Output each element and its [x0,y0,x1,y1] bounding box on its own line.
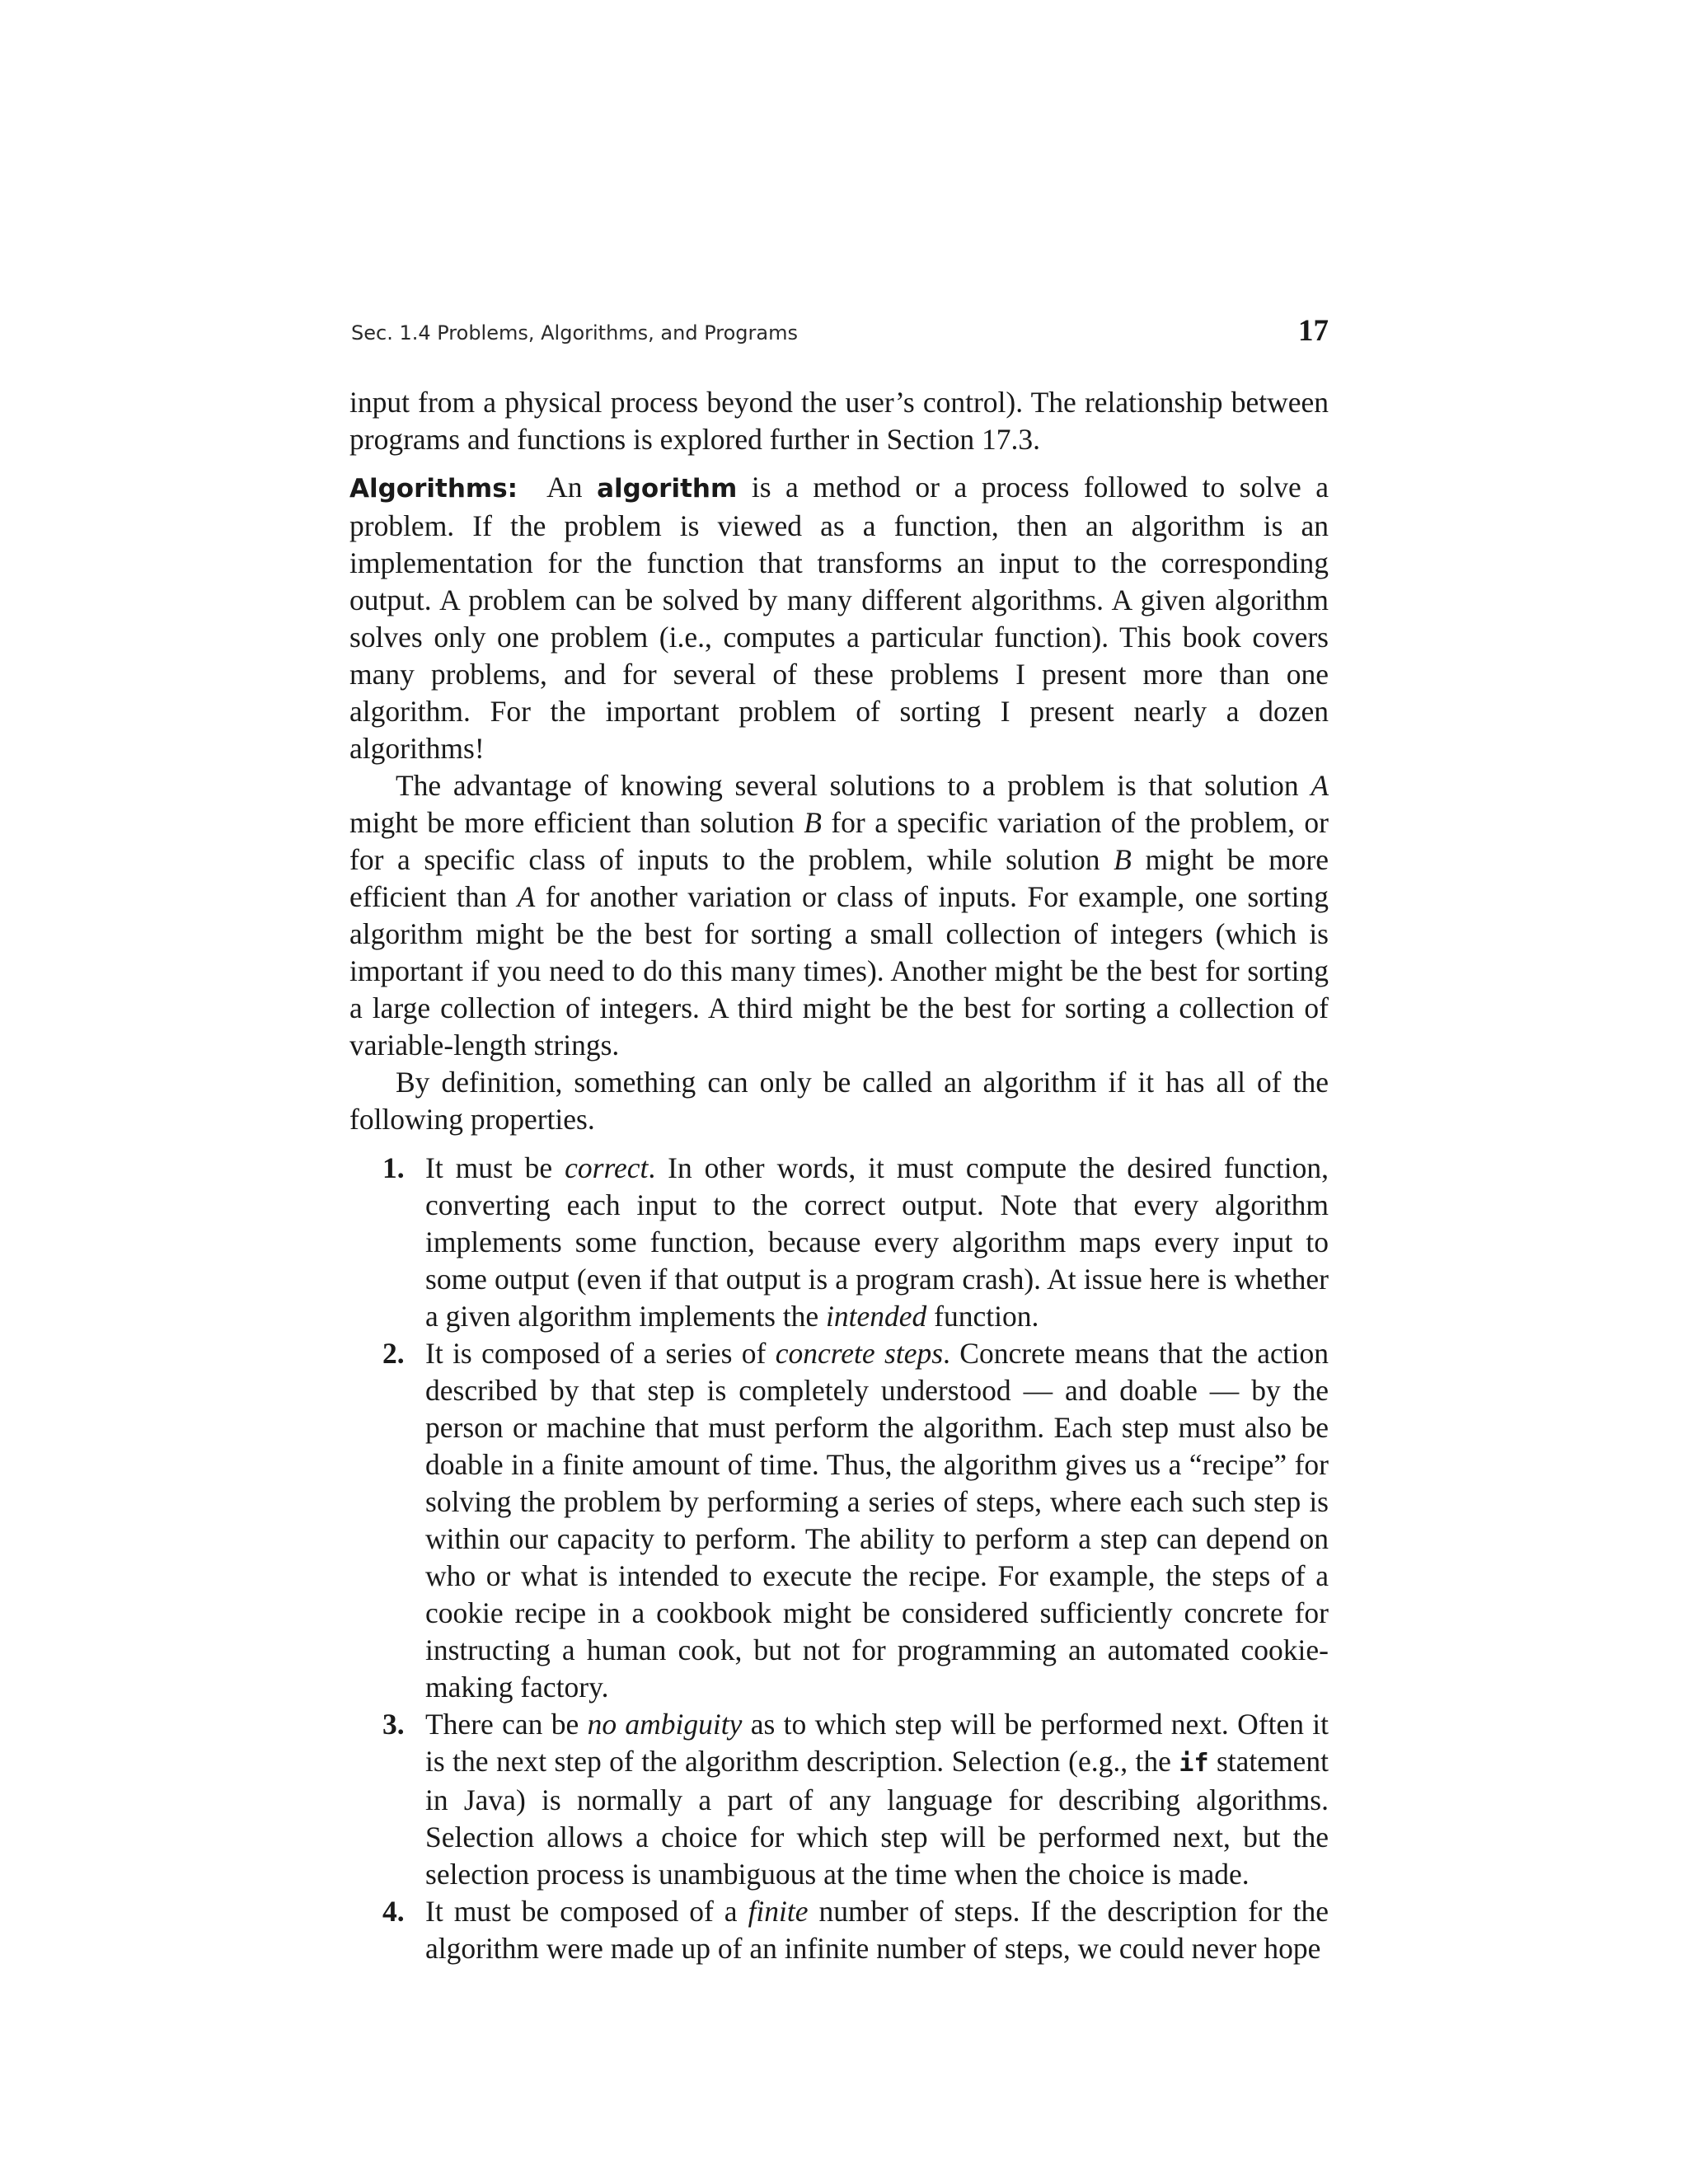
text-fragment: for another variation or class of inputs. For example, one sorting algorithm might be the best for sorting a small collection of integers (which is important if you need to do this many times). Another might be the best for sorting a large collection of integers. A third might be the best for sorting a collection of variable-length strings. [349,880,1329,1062]
running-header [349,313,1329,359]
math-variable: B [804,806,822,839]
list-number: 3. [382,1708,405,1741]
defined-term: algorithm [597,474,738,504]
math-variable: B [1114,843,1132,876]
text-fragment: . In other words, it must compute the desired function, converting each input to the correct output. Note that every algorithm implements some function, because every algorithm maps every input to some output (even if that output is a program crash). At issue here is whether a given algorithm implements the [425,1151,1329,1333]
emphasis: correct [565,1151,649,1184]
page-number: 17 [1298,314,1329,348]
code-keyword: if [1179,1749,1209,1778]
paragraph-advantage [349,767,1329,1064]
math-variable: A [517,880,536,913]
text-fragment: The advantage of knowing several solutions to a problem is that solution [396,769,1299,802]
body-text [349,384,1329,1967]
paragraph-algorithms [349,469,1329,767]
paragraph-definition: By definition, something can only be called an algorithm if it has all of the following properties. [349,1066,1329,1136]
emphasis: intended [826,1300,927,1333]
emphasis: no ambiguity [587,1708,743,1741]
text-fragment: It must be composed of a [425,1895,738,1928]
emphasis: finite [748,1895,809,1928]
text-fragment: It is composed of a series of [425,1337,767,1370]
emphasis: concrete steps [775,1337,944,1370]
text-fragment: function. [934,1300,1039,1333]
section-title: Sec. 1.4 Problems, Algorithms, and Programs [351,321,798,344]
text-fragment: might be more efficient than solution [349,806,795,839]
text-fragment: It must be [425,1151,553,1184]
list-item [349,1706,1329,1893]
text-fragment: statement in Java) is normally a part of any language for describing algorithms. Selection allows a choice for which step will be performed next, but the selection process is unambiguous at the time when the choice is made. [425,1745,1329,1891]
list-item [349,1150,1329,1335]
list-item [349,1893,1329,1967]
text-fragment: number of steps. If the description for the algorithm were made up of an infinite number of steps, we could never hope [425,1895,1329,1965]
list-number: 4. [382,1895,405,1928]
run-in-heading: Algorithms: [349,474,518,504]
list-number: 1. [382,1151,405,1184]
properties-list [349,1150,1329,1967]
text-fragment: There can be [425,1708,579,1741]
text-fragment: is a method or a process followed to solve a problem. If the problem is viewed as a function, then an algorithm is an implementation for the function that transforms an input to the corresponding output. A problem can be solved by many different algorithms. A given algorithm solves only one problem (i.e., computes a particular function). This book covers many problems, and for several of these problems I present more than one algorithm. For the important problem of sorting I present nearly a dozen algorithms! [349,471,1329,765]
text-fragment: An [546,471,583,504]
text-fragment: . Concrete means that the action described by that step is completely understood — and doable — by the person or machine that must perform the algorithm. Each step must also be doable in a finite amount of time. Thus, the algorithm gives us a “recipe” for solving the problem by performing a series of steps, where each such step is within our capacity to perform. The ability to perform a step can depend on who or what is intended to execute the recipe. For example, the steps of a cookie recipe in a cookbook might be considered sufficiently concrete for instructing a human cook, but not for programming an automated cookie-making factory. [425,1337,1329,1704]
math-variable: A [1311,769,1329,802]
list-item [349,1335,1329,1706]
text-fragment: as to which step will be performed next. Often it is the next step of the algorithm description. Selection (e.g., the [425,1708,1329,1778]
book-page [349,313,1329,1967]
list-number: 2. [382,1337,405,1370]
text-fragment: might be more efficient than [349,843,1329,913]
text-fragment: for a specific variation of the problem, or for a specific class of inputs to the problem, while solution [349,806,1329,876]
paragraph-relationship: input from a physical process beyond the user’s control). The relationship between programs and functions is explored further in Section 17.3. [349,386,1329,456]
